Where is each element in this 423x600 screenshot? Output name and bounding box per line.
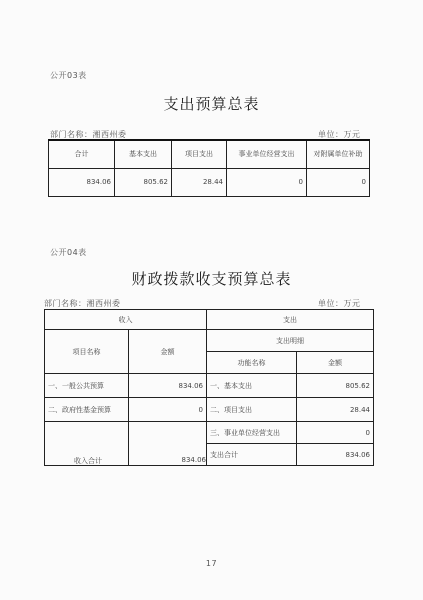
table-row <box>45 422 374 444</box>
table-row <box>45 398 374 422</box>
expense-detail-header: 支出明细 <box>207 330 374 352</box>
expense-name-cell: 二、项目支出 <box>207 398 297 422</box>
value-cell: 805.62 <box>115 168 172 196</box>
amount-header-2: 金额 <box>297 352 374 374</box>
expense-total-label: 支出合计 <box>207 444 297 466</box>
header-cell: 事业单位经营支出 <box>227 140 307 168</box>
header-cell: 合计 <box>49 140 115 168</box>
table-header-row <box>45 310 374 330</box>
dept-label: 部门名称：湘西州委 <box>50 130 127 139</box>
expense-total-value: 834.06 <box>297 444 374 466</box>
page-number: 17 <box>205 559 218 568</box>
income-name-cell: 二、政府性基金预算 <box>45 398 129 422</box>
function-header: 功能名称 <box>207 352 297 374</box>
dept-label: 部门名称：湘西州委 <box>44 299 121 308</box>
income-amount-cell: 0 <box>129 398 207 422</box>
value-cell: 28.44 <box>172 168 227 196</box>
value-cell: 834.06 <box>49 168 115 196</box>
expense-name-cell: 一、基本支出 <box>207 374 297 398</box>
table-row <box>49 168 370 196</box>
expense-budget-table <box>48 139 370 197</box>
table-title: 支出预算总表 <box>163 95 260 113</box>
table-row <box>45 374 374 398</box>
header-cell: 对附属单位补助 <box>307 140 370 168</box>
income-name-cell: 一、一般公共预算 <box>45 374 129 398</box>
table-number: 公开03表 <box>50 71 87 80</box>
value-cell: 0 <box>307 168 370 196</box>
table-header-row <box>45 330 374 352</box>
income-amount-cell: 834.06 <box>129 374 207 398</box>
expense-header: 支出 <box>207 310 374 330</box>
amount-header: 金额 <box>129 330 207 374</box>
income-total-label: 收入合计 <box>74 457 102 465</box>
unit-label: 单位：万元 <box>318 299 361 308</box>
header-cell: 基本支出 <box>115 140 172 168</box>
value-cell: 0 <box>227 168 307 196</box>
expense-name-cell: 三、事业单位经营支出 <box>207 422 297 444</box>
item-header: 项目名称 <box>45 330 129 374</box>
expense-amount-cell: 28.44 <box>297 398 374 422</box>
unit-label: 单位：万元 <box>318 130 361 139</box>
expense-amount-cell: 0 <box>297 422 374 444</box>
header-cell: 项目支出 <box>172 140 227 168</box>
table-title: 财政拨款收支预算总表 <box>131 270 292 288</box>
income-total-value: 834.06 <box>181 456 206 464</box>
table-number: 公开04表 <box>50 248 87 257</box>
table-header-row <box>49 140 370 168</box>
expense-amount-cell: 805.62 <box>297 374 374 398</box>
fiscal-budget-table <box>44 309 374 466</box>
income-header: 收入 <box>45 310 207 330</box>
